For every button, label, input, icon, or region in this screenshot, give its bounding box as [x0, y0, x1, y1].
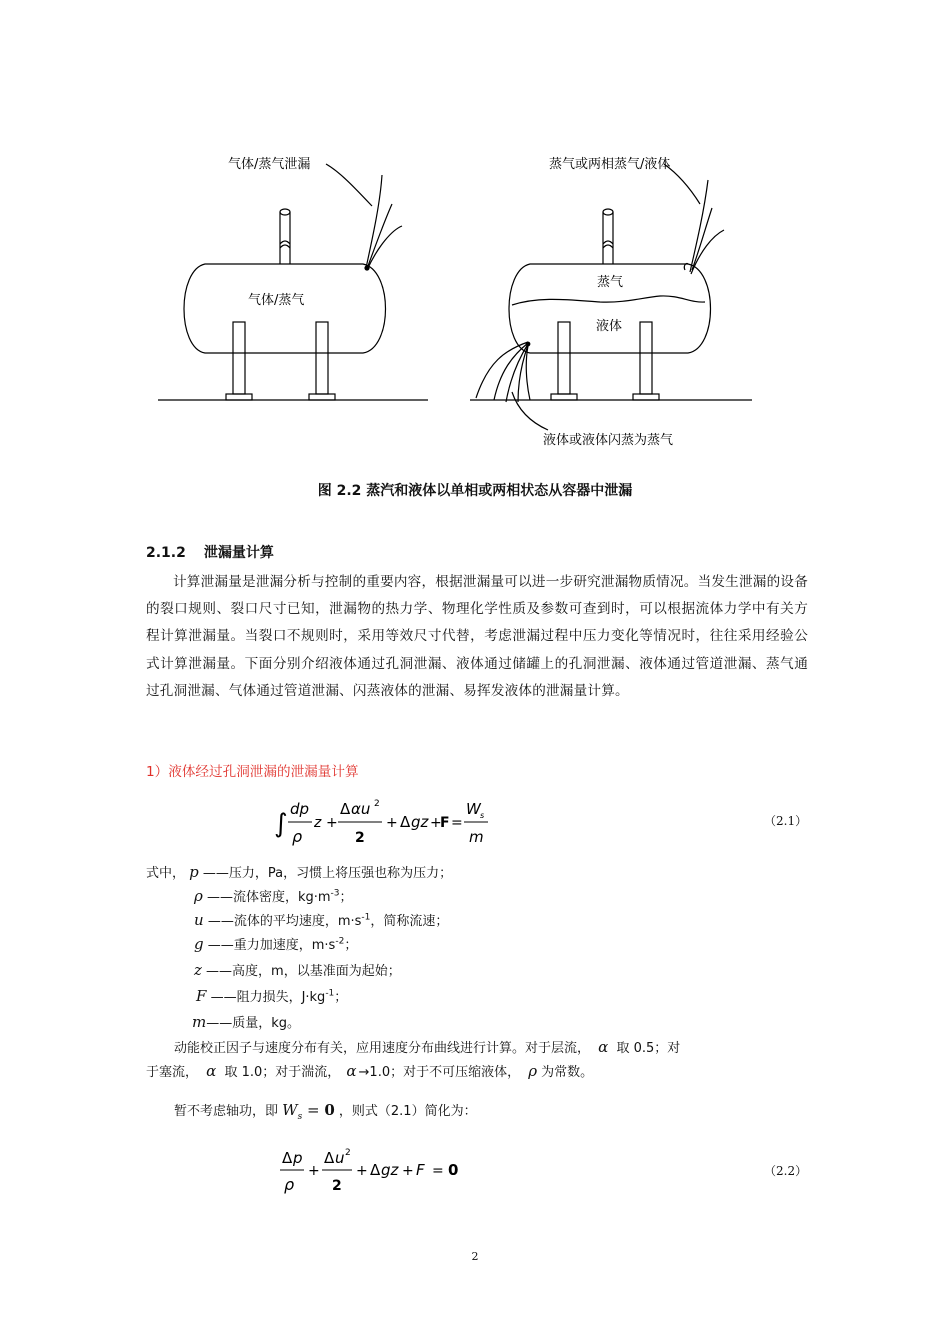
- svg-text:z: z: [314, 815, 322, 831]
- section-paragraph: 计算泄漏量是泄漏分析与控制的重要内容，根据泄漏量可以进一步研究泄漏物质情况。当发生泄漏的设备的裂口规则、裂口尺寸已知，泄漏物的热力学、物理化学性质及参数可查到时，可以根据流体力学中有关方程计算泄漏量。当裂口不规则时，采用等效尺寸代替，考虑泄漏过程中压力变化等情况时，往往采用经验公式计算泄漏量。下面分别介绍液体通过孔洞泄漏、液体通过储罐上的孔洞泄漏、液体通过管道泄漏、蒸气通过孔洞泄漏、气体通过管道泄漏、闪蒸液体的泄漏、易挥发液体的泄漏量计算。: [146, 574, 808, 699]
- svg-text:0: 0: [448, 1161, 459, 1179]
- alpha-line-2: [146, 1061, 593, 1080]
- definition-m-text: ——质量，kg。: [206, 1016, 301, 1031]
- definition-z-text: ——高度，m，以基准面为起始；: [206, 964, 401, 979]
- symbol-alpha: α: [206, 1062, 217, 1080]
- alpha-line-2b: 取 1.0；对于湍流，: [224, 1065, 341, 1080]
- svg-text:gz: gz: [381, 1161, 399, 1179]
- svg-text:2: 2: [345, 1148, 351, 1158]
- definition-g-text: ——重力加速度，m·s: [207, 938, 336, 953]
- right-leak-label: 蒸气或两相蒸气/液体: [549, 157, 671, 172]
- symbol-F: F: [196, 987, 207, 1005]
- simplify-text-b: ，则式（2.1）简化为：: [338, 1104, 477, 1119]
- left-tank-body: [184, 264, 386, 353]
- svg-text:W: W: [466, 800, 481, 818]
- symbol-alpha: α: [346, 1062, 357, 1080]
- svg-text:+: +: [402, 1163, 414, 1179]
- equation-number-2-2: （2.2）: [764, 1164, 808, 1178]
- alpha-line-2a: 于塞流，: [146, 1065, 199, 1080]
- alpha-line-1: [174, 1037, 680, 1056]
- figure-caption: 图 2.2 蒸汽和液体以单相或两相状态从容器中泄漏: [317, 483, 633, 499]
- svg-text:+: +: [430, 815, 442, 831]
- definition-F: [196, 986, 347, 1005]
- svg-text:dp: dp: [290, 800, 310, 818]
- tank-leak-figure: [0, 0, 950, 470]
- alpha-line-1b: 取 0.5；对: [616, 1041, 681, 1056]
- liquid-surface: [512, 296, 705, 305]
- definition-m: [192, 1012, 300, 1031]
- definition-F-sup: -1: [325, 988, 335, 999]
- definition-F-end: ；: [334, 990, 348, 1005]
- svg-text:Δ: Δ: [400, 813, 411, 831]
- simplify-text-a: 暂不考虑轴功，即: [174, 1104, 279, 1119]
- svg-text:gz: gz: [411, 813, 429, 831]
- svg-text:Δ: Δ: [340, 800, 351, 818]
- svg-text:m: m: [469, 828, 484, 846]
- symbol-rho: ρ: [528, 1062, 538, 1080]
- svg-text:+: +: [356, 1163, 368, 1179]
- svg-text:ρ: ρ: [292, 827, 303, 846]
- symbol-p: p: [189, 863, 199, 881]
- right-liquid-label: 液体: [596, 319, 623, 334]
- svg-text:+: +: [326, 815, 338, 831]
- svg-text:F: F: [440, 815, 450, 831]
- svg-text:+: +: [386, 815, 398, 831]
- svg-text:2: 2: [355, 830, 365, 846]
- section-heading: [146, 542, 274, 562]
- simplify-line: [174, 1100, 477, 1122]
- left-tank-label: 气体/蒸气: [248, 293, 305, 308]
- definition-u: [194, 910, 448, 929]
- definition-g-sup: -2: [335, 936, 345, 947]
- svg-text:αu: αu: [351, 800, 371, 818]
- svg-text:+: +: [308, 1163, 320, 1179]
- svg-text:ρ: ρ: [284, 1175, 295, 1194]
- definition-u-end: ，简称流速；: [370, 914, 449, 929]
- subsection-heading: 1）液体经过孔洞泄漏的泄漏量计算: [146, 764, 359, 780]
- definition-u-sup: -1: [361, 912, 371, 923]
- svg-text:p: p: [293, 1149, 303, 1167]
- svg-text:2: 2: [332, 1178, 342, 1194]
- section-title: 泄漏量计算: [203, 545, 274, 561]
- definition-rho-text: ——流体密度，kg·m: [206, 890, 331, 905]
- svg-text:=: =: [451, 815, 463, 831]
- symbol-alpha: α: [598, 1038, 609, 1056]
- bottom-leak-label: 液体或液体闪蒸为蒸气: [543, 433, 674, 448]
- definition-p: [146, 862, 452, 881]
- left-leak-label: 气体/蒸气泄漏: [228, 157, 311, 172]
- definition-g: [194, 934, 357, 953]
- definition-rho: [194, 886, 353, 905]
- equation-number-2-1: （2.1）: [764, 814, 808, 828]
- svg-text:s: s: [480, 811, 485, 820]
- alpha-line-1a: 动能校正因子与速度分布有关，应用速度分布曲线进行计算。对于层流，: [174, 1041, 591, 1056]
- definition-p-text: ——压力，Pa，习惯上将压强也称为压力；: [202, 866, 453, 881]
- alpha-line-2d: 为常数。: [541, 1065, 594, 1080]
- svg-text:Δ: Δ: [370, 1161, 381, 1179]
- section-number: 2.1.2: [146, 545, 186, 561]
- symbol-rho: ρ: [194, 887, 203, 905]
- definition-rho-end: ；: [339, 890, 353, 905]
- equation-2-1: [270, 796, 510, 852]
- svg-text:F: F: [416, 1161, 425, 1179]
- definition-g-end: ；: [344, 938, 358, 953]
- symbol-g: g: [194, 935, 204, 953]
- symbol-u: u: [194, 911, 204, 929]
- equation-2-2: [278, 1146, 478, 1198]
- page-number: 2: [471, 1250, 479, 1263]
- definition-u-text: ——流体的平均速度，m·s: [207, 914, 362, 929]
- definition-z: [194, 960, 401, 979]
- symbol-m: m: [192, 1013, 207, 1031]
- svg-text:=: =: [432, 1163, 444, 1179]
- ws-zero-expression: $W_s = 0$: [282, 1101, 335, 1122]
- svg-text:u: u: [335, 1149, 345, 1167]
- definition-F-text: ——阻力损失，J·kg: [210, 990, 326, 1005]
- symbol-z: z: [194, 961, 202, 979]
- definitions-intro: 式中，: [146, 866, 186, 881]
- svg-text:Δ: Δ: [282, 1149, 293, 1167]
- definition-rho-sup: -3: [330, 888, 340, 899]
- alpha-line-2c: →1.0；对于不可压缩液体，: [358, 1065, 521, 1080]
- svg-text:2: 2: [374, 799, 380, 809]
- right-vapor-label: 蒸气: [597, 275, 624, 290]
- svg-text:∫: ∫: [274, 809, 288, 839]
- svg-text:Δ: Δ: [324, 1149, 335, 1167]
